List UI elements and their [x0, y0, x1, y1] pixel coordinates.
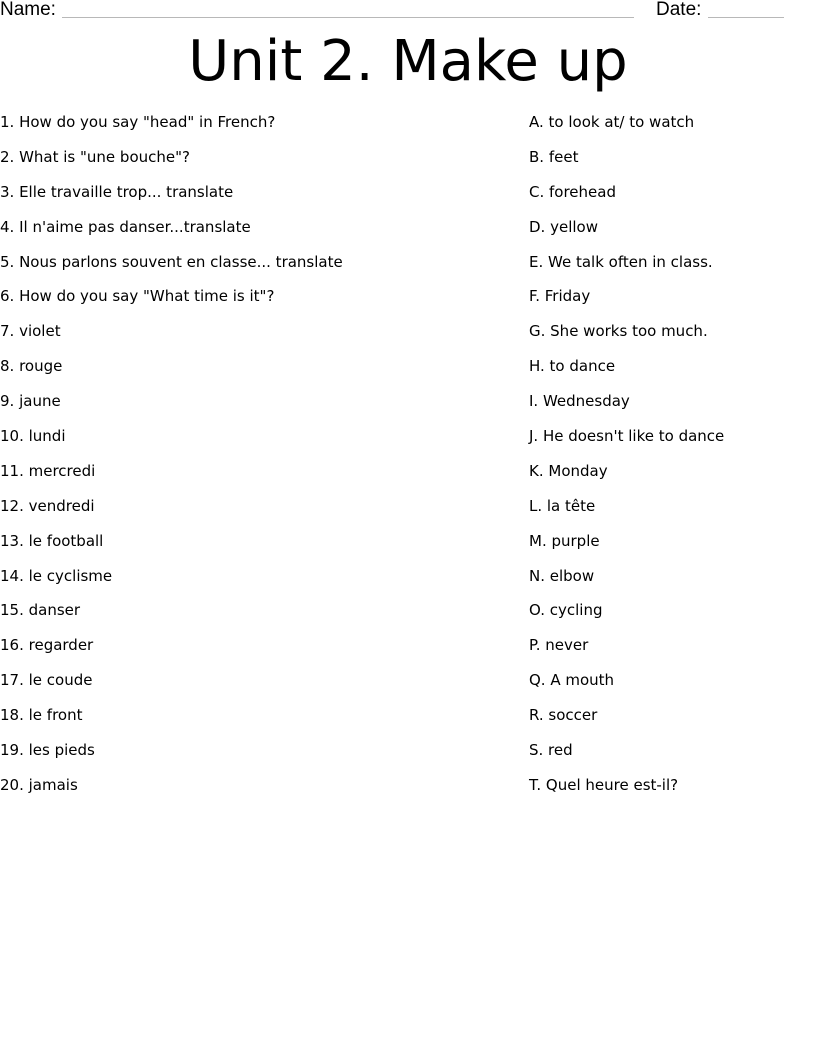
answer-item: I. Wednesday [529, 392, 630, 411]
question-item: 14. le cyclisme [0, 566, 113, 585]
header-line [0, 0, 816, 24]
name-blank-line [62, 17, 634, 18]
answer-item: K. Monday [529, 461, 608, 480]
answer-item: Q. A mouth [529, 671, 615, 690]
answer-item: H. to dance [529, 357, 616, 376]
date-label: Date: [656, 0, 702, 20]
question-item: 11. mercredi [0, 461, 96, 480]
answer-item: B. feet [529, 147, 579, 166]
question-item: 8. rouge [0, 357, 63, 376]
answer-item: F. Friday [529, 287, 591, 306]
answer-item: N. elbow [529, 566, 595, 585]
question-item: 12. vendredi [0, 496, 95, 515]
question-item: 13. le football [0, 531, 104, 550]
answer-item: J. He doesn't like to dance [529, 427, 725, 446]
page-title: Unit 2. Make up [188, 29, 628, 94]
question-item: 4. Il n'aime pas danser...translate [0, 217, 251, 236]
answer-item: P. never [529, 636, 589, 655]
answer-item: G. She works too much. [529, 322, 708, 341]
question-item: 15. danser [0, 601, 81, 620]
question-item: 5. Nous parlons souvent en classe... translate [0, 252, 343, 271]
question-item: 20. jamais [0, 775, 78, 794]
name-label: Name: [0, 0, 56, 20]
question-item: 9. jaune [0, 392, 61, 411]
question-item: 10. lundi [0, 427, 66, 446]
question-item: 18. le front [0, 706, 83, 725]
question-item: 7. violet [0, 322, 61, 341]
answer-item: A. to look at/ to watch [529, 113, 695, 131]
answer-item: D. yellow [529, 217, 598, 236]
question-item: 6. How do you say "What time is it"? [0, 287, 275, 306]
question-item: 3. Elle travaille trop... translate [0, 182, 234, 201]
answer-item: S. red [529, 741, 573, 760]
question-item: 17. le coude [0, 671, 93, 690]
answers-list [529, 111, 816, 809]
question-item: 19. les pieds [0, 741, 95, 760]
answer-item: O. cycling [529, 601, 603, 620]
answer-item: E. We talk often in class. [529, 252, 713, 271]
answer-item: R. soccer [529, 706, 598, 725]
answer-item: L. la tête [529, 496, 596, 515]
question-item: 2. What is "une bouche"? [0, 147, 190, 166]
date-blank-line [708, 17, 784, 18]
questions-list [0, 111, 500, 809]
question-item: 1. How do you say "head" in French? [0, 113, 276, 131]
answer-item: M. purple [529, 531, 600, 550]
answer-item: C. forehead [529, 182, 616, 201]
question-item: 16. regarder [0, 636, 94, 655]
answer-item: T. Quel heure est-il? [529, 775, 679, 794]
